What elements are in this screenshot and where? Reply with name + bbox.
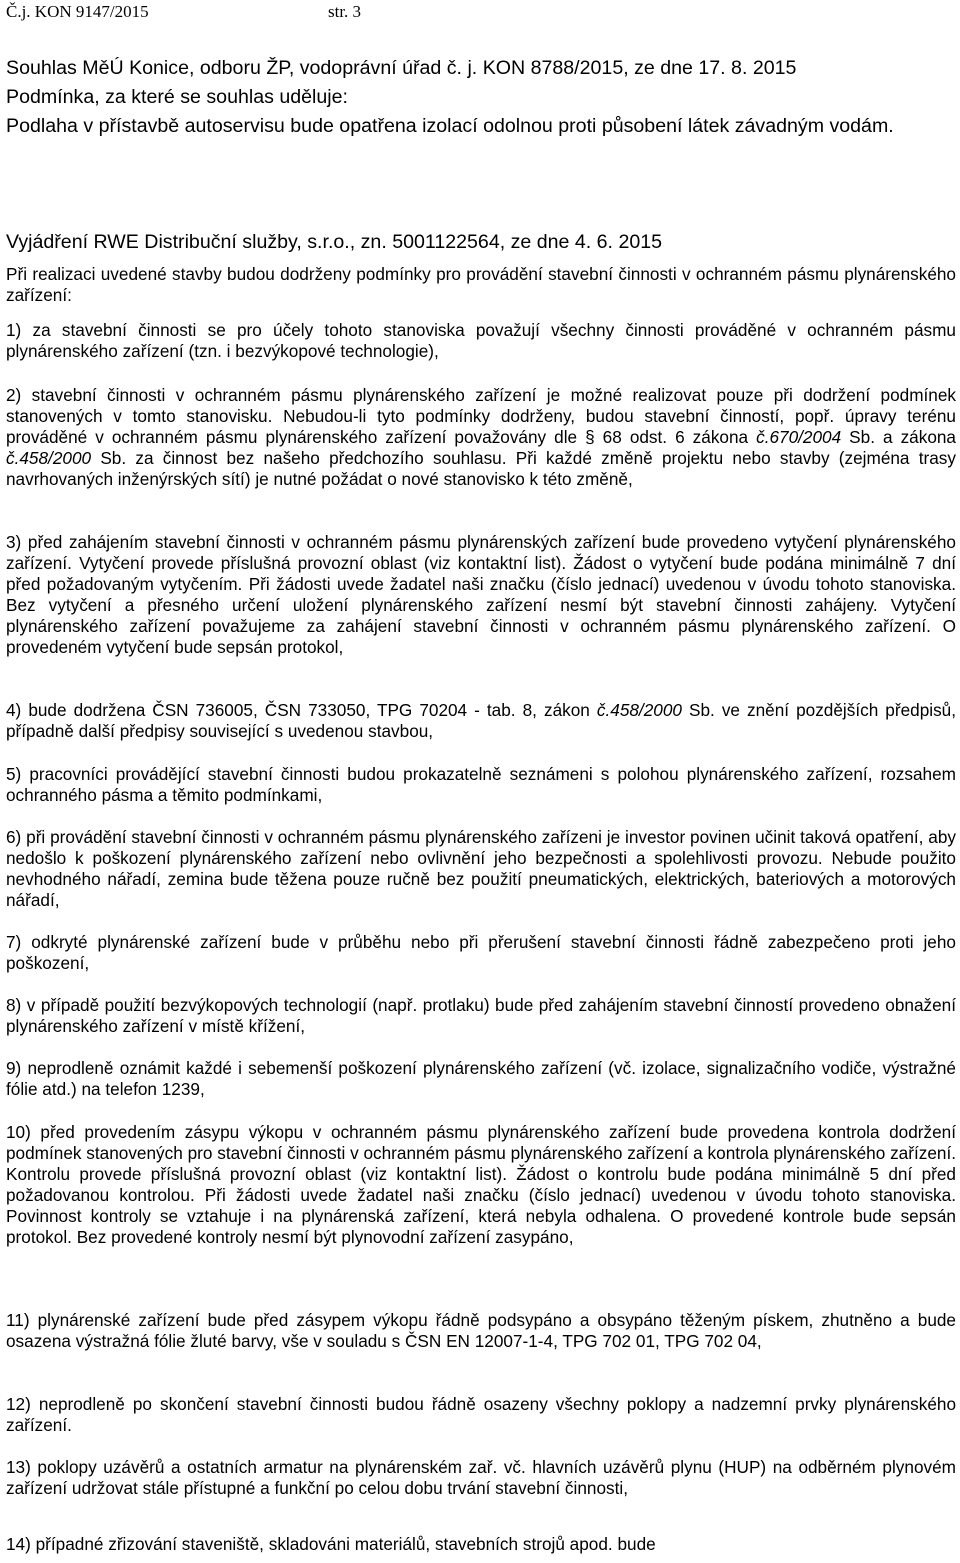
souhlas-title: Souhlas MěÚ Konice, odboru ŽP, vodoprávní úřad č. j. KON 8788/2015, ze dne 17. 8. 2015 bbox=[6, 57, 797, 79]
page-number: str. 3 bbox=[328, 2, 362, 21]
item-2-text-a: 2) stavební činnosti v ochranném pásmu plynárenského zařízení je možné realizovat pouze při dodržení podmínek stanovených v tomto stanovisku. Nebudou-li tyto podmínky dodrženy, budou stavební činností, popř. úpravy terénu prováděné v ochranném pásmu plynárenského zařízení považovány dle § 68 odst. 6 zákona bbox=[6, 385, 956, 447]
item-4-block bbox=[6, 700, 956, 742]
condition-item-2 bbox=[6, 385, 956, 490]
item-1-block bbox=[6, 320, 956, 362]
reference-number: Č.j. KON 9147/2015 bbox=[6, 2, 149, 21]
rwe-section bbox=[6, 228, 956, 257]
item-9-block bbox=[6, 1058, 956, 1100]
item-2-block bbox=[6, 385, 956, 490]
item-3-block bbox=[6, 532, 956, 658]
condition-item-3: 3) před zahájením stavební činnosti v ochranném pásmu plynárenských zařízení bude provedeno vytyčení plynárenského zařízení. Vytyčení provede příslušná provozní oblast (viz kontaktní list). Žádost o vytyčení bude podána minimálně 7 dní před požadovaným vytyčením. Při žádosti uvede žadatel naši značku (číslo jednací) uvedenou v úvodu tohoto stanoviska. Bez vytyčení a přesného určení uložení plynárenského zařízení nesmí být stavební činnosti zahájeny. Vytyčení plynárenského zařízení považujeme za zahájení stavební činnosti v ochranném pásmu plynárenského zařízení. O provedeném vytyčení bude sepsán protokol, bbox=[6, 532, 956, 657]
item-10-block bbox=[6, 1122, 956, 1248]
item-6-block bbox=[6, 827, 956, 911]
law-reference-458: č.458/2000 bbox=[6, 448, 92, 468]
condition-item-12: 12) neprodleně po skončení stavební činnosti budou řádně osazeny všechny poklopy a nadzemní prvky plynárenského zařízení. bbox=[6, 1394, 956, 1435]
souhlas-condition-text: Podlaha v přístavbě autoservisu bude opatřena izolací odolnou proti působení látek závadným vodám. bbox=[6, 115, 894, 137]
item-2-text-c: Sb. za činnost bez našeho předchozího souhlasu. Při každé změně projektu nebo stavby (zejména trasy navrhovaných inženýrských sítí) je nutné požádat o nové stanovisko k této změně, bbox=[6, 448, 956, 489]
souhlas-condition-label: Podmínka, za které se souhlas uděluje: bbox=[6, 86, 349, 108]
condition-item-13: 13) poklopy uzávěrů a ostatních armatur na plynárenském zař. vč. hlavních uzávěrů plynu (HUP) na odběrném plynovém zařízení udržovat stále přístupné a funkční po celou dobu trvání stavební činnosti, bbox=[6, 1457, 956, 1498]
item-8-block bbox=[6, 995, 956, 1037]
condition-item-7: 7) odkryté plynárenské zařízení bude v průběhu nebo při přerušení stavební činnosti řádně zabezpečeno proti jeho poškození, bbox=[6, 932, 956, 973]
item-14-block bbox=[6, 1534, 956, 1555]
item-2-text-b: Sb. a zákona bbox=[841, 427, 956, 447]
condition-item-9: 9) neprodleně oznámit každé i sebemenší poškození plynárenského zařízení (vč. izolace, signalizačního vodiče, výstražné fólie atd.) na telefon 1239, bbox=[6, 1058, 956, 1099]
item-5-block bbox=[6, 764, 956, 806]
condition-item-4 bbox=[6, 700, 956, 742]
item-7-block bbox=[6, 932, 956, 974]
condition-item-14: 14) případné zřizování staveniště, skladováni materiálů, stavebních strojů apod. bude bbox=[6, 1534, 656, 1554]
souhlas-section bbox=[6, 54, 956, 141]
item-4-text-b: Sb. ve znění pozdějších předpisů, případně další předpisy související s uvedenou stavbou, bbox=[6, 700, 956, 741]
condition-item-1: 1) za stavební činnosti se pro účely tohoto stanoviska považují všechny činnosti prováděné v ochranném pásmu plynárenského zařízení (tzn. i bezvýkopové technologie), bbox=[6, 320, 956, 361]
condition-item-6: 6) při provádění stavební činnosti v ochranném pásmu plynárenského zařízeni je investor povinen učinit taková opatření, aby nedošlo k poškození plynárenského zařízení nebo ovlivnění jeho bezpečnosti a spolehlivosti provozu. Nebude použito nevhodného nářadí, zemina bude těžena pouze ručně bez použití pneumatických, elektrických, bateriových a motorových nářadí, bbox=[6, 827, 956, 910]
condition-item-11: 11) plynárenské zařízení bude před zásypem výkopu řádně podsypáno a obsypáno těženým pískem, zhutněno a bude osazena výstražná fólie žluté barvy, vše v souladu s ČSN EN 12007-1-4, TPG 702 01, TPG 702 04, bbox=[6, 1310, 956, 1351]
item-13-block bbox=[6, 1457, 956, 1499]
condition-item-10: 10) před provedením zásypu výkopu v ochranném pásmu plynárenského zařízení bude provedena kontrola dodržení podmínek stanovených pro stavební činnosti v ochranném pásmu plynárenského zařízení a kontrola plynárenského zařízení. Kontrolu provede příslušná provozní oblast (viz kontaktní list). Žádost o kontrolu bude podána minimálně 5 dní před požadovanou kontrolou. Při žádosti uvede žadatel naši značku (číslo jednací) uvedenou v úvodu tohoto stanoviska. Povinnost kontroly se vztahuje i na plynárenská zařízení, která nebyla odhalena. O provedené kontrole bude sepsán protokol. Bez provedené kontroly nesmí být plynovodní zařízení zasypáno, bbox=[6, 1122, 956, 1247]
item-4-text-a: 4) bude dodržena ČSN 736005, ČSN 733050, TPG 70204 - tab. 8, zákon bbox=[6, 700, 597, 720]
rwe-intro: Při realizaci uvedené stavby budou dodrženy podmínky pro provádění stavební činnosti v ochranném pásmu plynárenského zařízení: bbox=[6, 264, 956, 305]
law-reference-458-item4: č.458/2000 bbox=[596, 700, 682, 720]
item-11-block bbox=[6, 1310, 956, 1352]
law-reference-670: č.670/2004 bbox=[756, 427, 842, 447]
item-12-block bbox=[6, 1394, 956, 1436]
rwe-intro-block bbox=[6, 264, 956, 306]
condition-item-8: 8) v případě použití bezvýkopových technologií (např. protlaku) bude před zahájením stavební činností provedeno obnažení plynárenského zařízení v místě křížení, bbox=[6, 995, 956, 1036]
rwe-title: Vyjádření RWE Distribuční služby, s.r.o., zn. 5001122564, ze dne 4. 6. 2015 bbox=[6, 231, 663, 253]
condition-item-5: 5) pracovníci provádějící stavební činnosti budou prokazatelně seznámeni s polohou plynárenského zařízení, rozsahem ochranného pásma a těmito podmínkami, bbox=[6, 764, 956, 805]
